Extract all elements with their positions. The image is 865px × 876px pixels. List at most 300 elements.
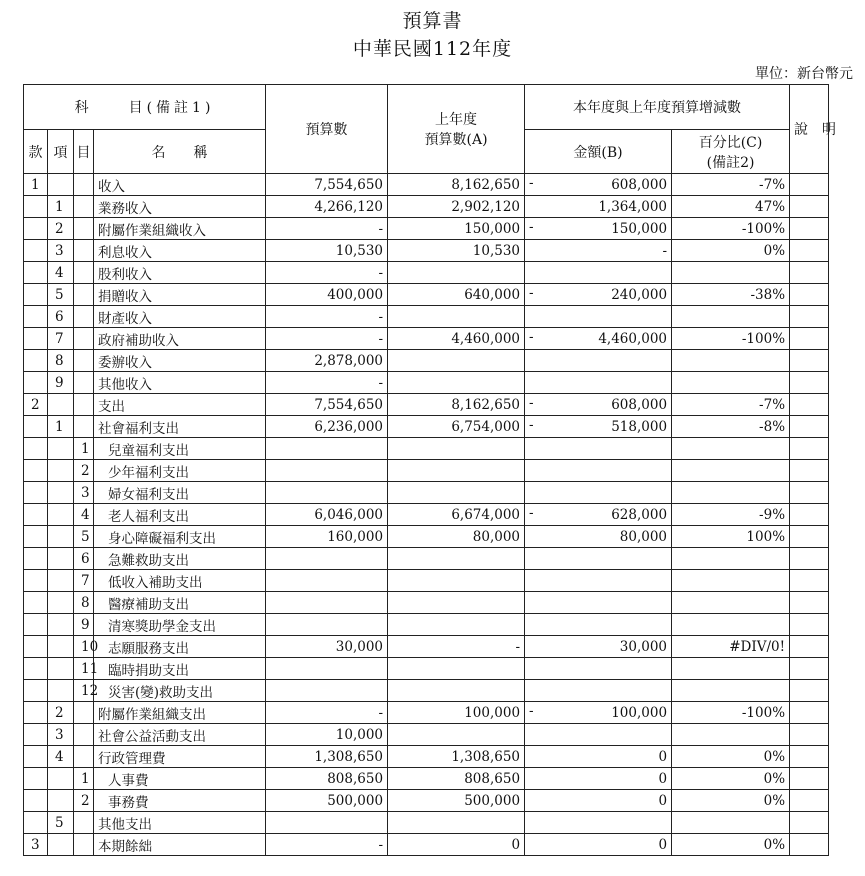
name-cell: 附屬作業組織收入 [94, 218, 266, 240]
budget-cell: - [266, 328, 388, 350]
mu-cell [74, 240, 94, 262]
xiang-cell [48, 680, 74, 702]
remark-cell [790, 702, 829, 724]
amount-value: 80,000 [619, 528, 668, 545]
negative-sign: - [529, 329, 534, 345]
xiang-cell: 3 [48, 240, 74, 262]
name-cell: 少年福利支出 [94, 460, 266, 482]
kuan-cell [24, 526, 48, 548]
percent-cell [672, 482, 790, 504]
amount-cell [525, 504, 672, 526]
prev-budget-cell: 10,530 [388, 240, 525, 262]
budget-cell [266, 482, 388, 504]
percent-cell [672, 658, 790, 680]
remark-cell [790, 174, 829, 196]
percent-cell [672, 372, 790, 394]
amount-cell [525, 702, 672, 724]
amount-cell [525, 592, 672, 614]
xiang-cell: 2 [48, 702, 74, 724]
prev-budget-cell [388, 614, 525, 636]
kuan-cell [24, 306, 48, 328]
name-cell: 收入 [94, 174, 266, 196]
mu-cell: 2 [74, 460, 94, 482]
amount-cell [525, 548, 672, 570]
table-row [24, 218, 829, 240]
budget-cell [266, 658, 388, 680]
percent-cell: #DIV/0! [672, 636, 790, 658]
remark-cell [790, 306, 829, 328]
mu-cell: 9 [74, 614, 94, 636]
amount-cell [525, 438, 672, 460]
prev-budget-cell [388, 812, 525, 834]
prev-budget-header [388, 85, 525, 174]
budget-cell: 2,878,000 [266, 350, 388, 372]
amount-value: 240,000 [611, 286, 668, 303]
remark-cell [790, 636, 829, 658]
budget-cell [266, 438, 388, 460]
table-row [24, 592, 829, 614]
budget-cell [266, 460, 388, 482]
xiang-cell: 2 [48, 218, 74, 240]
budget-cell: 1,308,650 [266, 746, 388, 768]
document-title: 預算書 [402, 10, 463, 32]
prev-budget-cell [388, 548, 525, 570]
kuan-cell: 2 [24, 394, 48, 416]
mu-cell [74, 416, 94, 438]
amount-cell [525, 394, 672, 416]
mu-cell: 8 [74, 592, 94, 614]
table-row [24, 174, 829, 196]
name-cell: 本期餘絀 [94, 834, 266, 856]
amount-cell [525, 174, 672, 196]
amount-value: 0 [658, 748, 668, 765]
kuan-cell: 3 [24, 834, 48, 856]
percent-cell: 0% [672, 790, 790, 812]
xiang-cell [48, 658, 74, 680]
currency-unit: 單位：新台幣元 [755, 66, 853, 82]
amount-cell [525, 262, 672, 284]
xiang-cell [48, 460, 74, 482]
remark-cell [790, 262, 829, 284]
kuan-cell [24, 768, 48, 790]
kuan-cell [24, 460, 48, 482]
percent-cell [672, 460, 790, 482]
xiang-cell: 6 [48, 306, 74, 328]
budget-cell: - [266, 306, 388, 328]
xiang-cell: 7 [48, 328, 74, 350]
amount-cell [525, 284, 672, 306]
budget-cell: 10,530 [266, 240, 388, 262]
prev-budget-cell [388, 482, 525, 504]
budget-rows [24, 174, 829, 856]
name-cell: 兒童福利支出 [94, 438, 266, 460]
xiang-cell [48, 834, 74, 856]
prev-budget-cell: 80,000 [388, 526, 525, 548]
kuan-cell [24, 262, 48, 284]
table-row [24, 680, 829, 702]
remark-cell [790, 460, 829, 482]
xiang-cell [48, 548, 74, 570]
table-row [24, 702, 829, 724]
kuan-cell [24, 372, 48, 394]
remark-cell [790, 218, 829, 240]
mu-cell: 7 [74, 570, 94, 592]
xiang-cell: 8 [48, 350, 74, 372]
remark-cell [790, 526, 829, 548]
amount-header: 金額(B) [525, 130, 672, 174]
budget-cell [266, 570, 388, 592]
kuan-cell [24, 724, 48, 746]
name-cell: 支出 [94, 394, 266, 416]
negative-sign: - [529, 505, 534, 521]
table-row [24, 526, 829, 548]
budget-cell: 30,000 [266, 636, 388, 658]
xiang-cell: 4 [48, 262, 74, 284]
percent-cell [672, 262, 790, 284]
amount-cell [525, 724, 672, 746]
percent-cell: 0% [672, 240, 790, 262]
kuan-cell: 1 [24, 174, 48, 196]
mu-cell [74, 702, 94, 724]
kuan-cell [24, 438, 48, 460]
name-cell: 利息收入 [94, 240, 266, 262]
kuan-cell [24, 658, 48, 680]
prev-budget-cell [388, 306, 525, 328]
amount-value: 150,000 [611, 220, 668, 237]
xiang-cell: 9 [48, 372, 74, 394]
amount-cell [525, 218, 672, 240]
remark-cell [790, 196, 829, 218]
negative-sign: - [529, 703, 534, 719]
remark-cell [790, 482, 829, 504]
kuan-cell [24, 636, 48, 658]
prev-budget-cell [388, 592, 525, 614]
xiang-cell [48, 482, 74, 504]
name-cell: 社會福利支出 [94, 416, 266, 438]
xiang-cell: 4 [48, 746, 74, 768]
table-row [24, 372, 829, 394]
kuan-header: 款 [24, 130, 48, 174]
name-cell: 附屬作業組織支出 [94, 702, 266, 724]
prev-budget-cell: 150,000 [388, 218, 525, 240]
xiang-cell: 3 [48, 724, 74, 746]
table-row [24, 350, 829, 372]
amount-cell [525, 306, 672, 328]
amount-cell [525, 570, 672, 592]
budget-cell: - [266, 262, 388, 284]
negative-sign: - [529, 175, 534, 191]
mu-cell: 4 [74, 504, 94, 526]
prev-budget-cell: 0 [388, 834, 525, 856]
name-cell: 財產收入 [94, 306, 266, 328]
percent-cell: 0% [672, 834, 790, 856]
prev-budget-cell [388, 460, 525, 482]
budget-cell [266, 614, 388, 636]
budget-cell: 6,236,000 [266, 416, 388, 438]
budget-cell [266, 680, 388, 702]
name-cell: 事務費 [94, 790, 266, 812]
table-row [24, 416, 829, 438]
xiang-cell [48, 636, 74, 658]
name-cell: 其他收入 [94, 372, 266, 394]
remark-cell [790, 768, 829, 790]
amount-cell [525, 636, 672, 658]
name-cell: 其他支出 [94, 812, 266, 834]
mu-cell [74, 812, 94, 834]
mu-header: 目 [74, 130, 94, 174]
name-cell: 人事費 [94, 768, 266, 790]
amount-cell [525, 746, 672, 768]
amount-cell [525, 416, 672, 438]
name-cell: 清寒獎助學金支出 [94, 614, 266, 636]
budget-table [23, 84, 837, 856]
prev-budget-cell [388, 262, 525, 284]
percent-header-line1: 百分比(C) [698, 134, 763, 151]
mu-cell [74, 724, 94, 746]
remark-cell [790, 724, 829, 746]
table-row [24, 394, 829, 416]
amount-value: 518,000 [611, 418, 668, 435]
mu-cell [74, 746, 94, 768]
prev-budget-cell [388, 724, 525, 746]
percent-cell [672, 812, 790, 834]
amount-cell [525, 482, 672, 504]
kuan-cell [24, 592, 48, 614]
kuan-cell [24, 350, 48, 372]
table-row [24, 790, 829, 812]
kuan-cell [24, 680, 48, 702]
prev-budget-cell: 808,650 [388, 768, 525, 790]
mu-cell [74, 328, 94, 350]
percent-cell: -100% [672, 218, 790, 240]
budget-cell: 7,554,650 [266, 394, 388, 416]
xiang-cell [48, 174, 74, 196]
subject-header: 科 目(備註1) [24, 85, 266, 130]
prev-budget-cell: 2,902,120 [388, 196, 525, 218]
amount-value: - [662, 242, 668, 259]
name-cell: 急難救助支出 [94, 548, 266, 570]
amount-cell [525, 372, 672, 394]
xiang-cell: 5 [48, 812, 74, 834]
xiang-cell: 5 [48, 284, 74, 306]
amount-cell [525, 790, 672, 812]
budget-cell: 808,650 [266, 768, 388, 790]
budget-cell: - [266, 218, 388, 240]
negative-sign: - [529, 285, 534, 301]
percent-cell: -100% [672, 328, 790, 350]
table-row [24, 328, 829, 350]
percent-cell [672, 614, 790, 636]
mu-cell [74, 350, 94, 372]
xiang-cell [48, 614, 74, 636]
table-row [24, 196, 829, 218]
prev-budget-cell: 6,674,000 [388, 504, 525, 526]
budget-cell: 400,000 [266, 284, 388, 306]
mu-cell: 3 [74, 482, 94, 504]
remark-cell [790, 240, 829, 262]
remark-cell [790, 328, 829, 350]
negative-sign: - [529, 395, 534, 411]
mu-cell [74, 262, 94, 284]
remark-cell [790, 438, 829, 460]
xiang-cell [48, 592, 74, 614]
percent-cell: -100% [672, 702, 790, 724]
xiang-cell: 1 [48, 196, 74, 218]
name-cell: 婦女福利支出 [94, 482, 266, 504]
prev-budget-cell: 640,000 [388, 284, 525, 306]
name-cell: 老人福利支出 [94, 504, 266, 526]
prev-budget-cell [388, 570, 525, 592]
budget-cell: 10,000 [266, 724, 388, 746]
name-cell: 政府補助收入 [94, 328, 266, 350]
prev-budget-cell: 6,754,000 [388, 416, 525, 438]
amount-cell [525, 812, 672, 834]
xiang-cell [48, 570, 74, 592]
percent-cell: -7% [672, 394, 790, 416]
budget-cell [266, 812, 388, 834]
table-row [24, 812, 829, 834]
kuan-cell [24, 218, 48, 240]
kuan-cell [24, 482, 48, 504]
remark-cell [790, 658, 829, 680]
percent-cell: -9% [672, 504, 790, 526]
document-subtitle: 中華民國112年度 [352, 38, 513, 60]
kuan-cell [24, 240, 48, 262]
percent-cell: -38% [672, 284, 790, 306]
xiang-cell [48, 438, 74, 460]
table-row [24, 504, 829, 526]
percent-cell: 0% [672, 768, 790, 790]
amount-cell [525, 350, 672, 372]
percent-cell [672, 680, 790, 702]
xiang-cell [48, 768, 74, 790]
percent-header-line2: (備註2) [706, 154, 755, 171]
table-row [24, 570, 829, 592]
table-row [24, 460, 829, 482]
remark-cell [790, 834, 829, 856]
mu-cell: 6 [74, 548, 94, 570]
table-row [24, 482, 829, 504]
amount-cell [525, 460, 672, 482]
remark-cell [790, 350, 829, 372]
name-header: 名 稱 [94, 130, 266, 174]
mu-cell: 1 [74, 768, 94, 790]
amount-value: 1,364,000 [598, 198, 668, 215]
amount-cell [525, 614, 672, 636]
budget-cell: 6,046,000 [266, 504, 388, 526]
remark-cell [790, 548, 829, 570]
diff-group-header: 本年度與上年度預算增減數 [525, 85, 790, 130]
name-cell: 災害(變)救助支出 [94, 680, 266, 702]
table-row [24, 614, 829, 636]
prev-budget-header-line1: 上年度 [435, 112, 478, 128]
mu-cell [74, 196, 94, 218]
percent-cell: 0% [672, 746, 790, 768]
amount-value: 608,000 [611, 176, 668, 193]
name-cell: 業務收入 [94, 196, 266, 218]
mu-cell: 2 [74, 790, 94, 812]
table-row [24, 306, 829, 328]
table-row [24, 768, 829, 790]
amount-value: 0 [658, 770, 668, 787]
budget-cell: 7,554,650 [266, 174, 388, 196]
mu-cell: 5 [74, 526, 94, 548]
prev-budget-cell [388, 658, 525, 680]
prev-budget-cell [388, 680, 525, 702]
table-row [24, 636, 829, 658]
negative-sign: - [529, 417, 534, 433]
remark-cell [790, 284, 829, 306]
amount-cell [525, 834, 672, 856]
name-cell: 臨時捐助支出 [94, 658, 266, 680]
xiang-cell: 1 [48, 416, 74, 438]
amount-cell [525, 240, 672, 262]
kuan-cell [24, 790, 48, 812]
prev-budget-cell: 100,000 [388, 702, 525, 724]
mu-cell: 11 [74, 658, 94, 680]
amount-cell [525, 526, 672, 548]
name-cell: 股利收入 [94, 262, 266, 284]
table-row [24, 724, 829, 746]
mu-cell: 12 [74, 680, 94, 702]
prev-budget-cell: 8,162,650 [388, 394, 525, 416]
name-cell: 醫療補助支出 [94, 592, 266, 614]
percent-cell: -8% [672, 416, 790, 438]
mu-cell [74, 218, 94, 240]
table-row [24, 262, 829, 284]
kuan-cell [24, 548, 48, 570]
percent-cell [672, 592, 790, 614]
percent-cell [672, 350, 790, 372]
percent-cell: -7% [672, 174, 790, 196]
prev-budget-header-line2: 預算數(A) [424, 132, 488, 148]
xiang-cell [48, 526, 74, 548]
kuan-cell [24, 702, 48, 724]
remark-cell [790, 592, 829, 614]
name-cell: 行政管理費 [94, 746, 266, 768]
kuan-cell [24, 614, 48, 636]
prev-budget-cell [388, 350, 525, 372]
amount-cell [525, 680, 672, 702]
prev-budget-cell: 500,000 [388, 790, 525, 812]
amount-cell [525, 768, 672, 790]
budget-cell: 4,266,120 [266, 196, 388, 218]
amount-cell [525, 328, 672, 350]
remark-cell [790, 570, 829, 592]
amount-value: 0 [658, 792, 668, 809]
remark-cell [790, 614, 829, 636]
name-cell: 低收入補助支出 [94, 570, 266, 592]
budget-cell: - [266, 372, 388, 394]
kuan-cell [24, 812, 48, 834]
remark-header: 說 明 [790, 85, 829, 174]
budget-cell: 160,000 [266, 526, 388, 548]
table-row [24, 658, 829, 680]
name-cell: 身心障礙福利支出 [94, 526, 266, 548]
table-row [24, 746, 829, 768]
budget-cell [266, 592, 388, 614]
budget-cell [266, 548, 388, 570]
prev-budget-cell: 4,460,000 [388, 328, 525, 350]
amount-value: 0 [658, 836, 668, 853]
name-cell: 捐贈收入 [94, 284, 266, 306]
negative-sign: - [529, 219, 534, 235]
mu-cell [74, 306, 94, 328]
remark-cell [790, 416, 829, 438]
budget-cell: - [266, 702, 388, 724]
amount-cell [525, 196, 672, 218]
remark-cell [790, 680, 829, 702]
